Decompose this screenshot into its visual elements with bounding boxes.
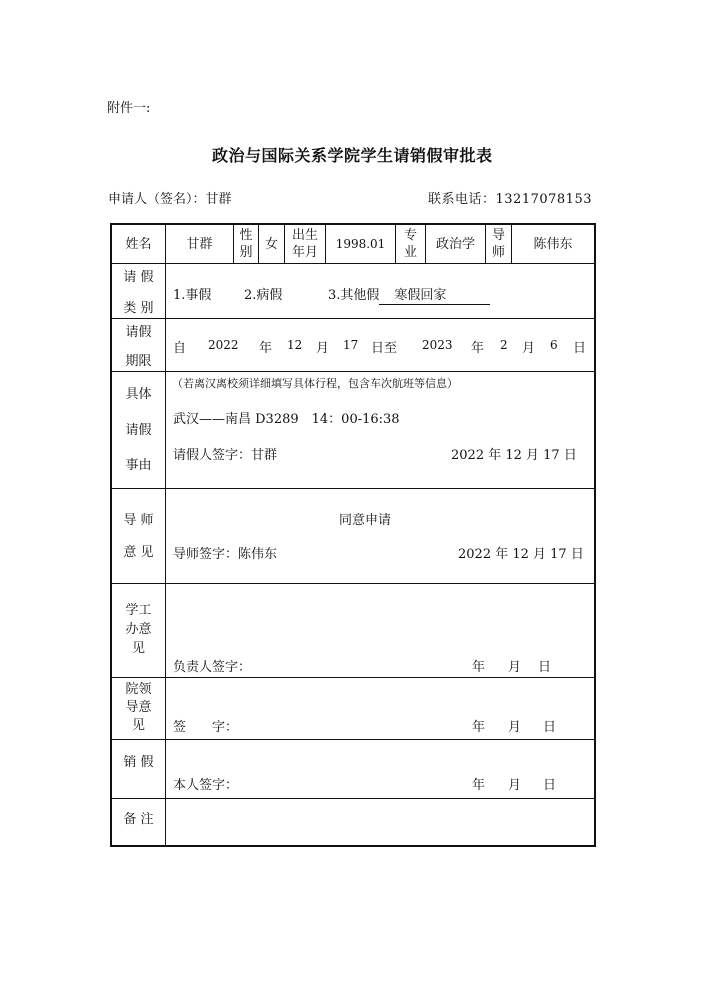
period-label-top: 请假	[125, 325, 152, 340]
period-nian-2: 年	[471, 341, 485, 356]
period-label	[112, 321, 165, 369]
tutor-label-bottom: 师	[491, 245, 505, 260]
office-opinion-label	[112, 601, 165, 658]
tutor-value: 陈伟东	[533, 236, 573, 252]
gender-label-top: 性	[239, 228, 253, 243]
period-yue-2: 月	[522, 341, 536, 356]
reason-route: 武汉——南昌 D3289 14：00-16:38	[173, 412, 400, 427]
period-end-day: 6	[550, 338, 558, 352]
gender-value: 女	[264, 236, 278, 252]
applicant-name: 甘群	[205, 192, 232, 207]
leader-signer: 签 字：	[173, 720, 239, 735]
office-yue: 月	[508, 660, 522, 675]
leader-ri: 日	[543, 720, 557, 735]
major-label-bottom: 业	[403, 245, 417, 260]
tutor-label	[486, 225, 511, 263]
remark-label: 备 注	[123, 811, 154, 827]
office-opinion-label-3: 见	[131, 641, 145, 656]
birth-label-top: 出生	[291, 228, 318, 243]
contact-phone: 13217078153	[495, 192, 592, 207]
cancel-label: 销 假	[123, 754, 154, 770]
leave-opt-personal: 1.事假	[173, 288, 212, 303]
leave-opt-other	[328, 284, 490, 303]
period-start-month: 12	[287, 338, 303, 352]
period-from: 自	[173, 341, 187, 356]
period-yue-1: 月	[316, 341, 330, 356]
gender-label-bottom: 别	[239, 245, 253, 260]
period-start-day: 17	[343, 338, 359, 352]
tutor-date: 2022 年 12 月 17 日	[458, 547, 584, 562]
reason-label-1: 具体	[125, 387, 152, 402]
page-title: 政治与国际关系学院学生请销假审批表	[212, 146, 493, 165]
leader-opinion-label-1: 院领	[125, 682, 152, 697]
period-ri-2: 日	[573, 341, 587, 356]
tutor-label-top: 导	[491, 228, 505, 243]
leader-yue: 月	[508, 720, 522, 735]
cancel-nian: 年	[472, 778, 486, 793]
birth-label	[285, 225, 325, 263]
contact-line	[428, 188, 592, 207]
leader-opinion-label	[112, 681, 165, 735]
gender-label	[234, 225, 258, 263]
reason-label-3: 事由	[125, 458, 152, 473]
period-nian-1: 年	[259, 341, 273, 356]
office-opinion-label-2: 办意	[125, 622, 152, 637]
attachment-label: 附件一:	[107, 101, 151, 116]
tutor-opinion-text: 同意申请	[339, 513, 392, 528]
name-label: 姓名	[125, 236, 152, 252]
office-signer: 负责人签字：	[173, 660, 252, 675]
cancel-yue: 月	[508, 778, 522, 793]
period-end-year: 2023	[422, 338, 453, 352]
cancel-signer: 本人签字：	[173, 778, 239, 793]
reason-date: 2022 年 12 月 17 日	[451, 448, 577, 463]
office-opinion-label-1: 学工	[125, 603, 152, 618]
name-value: 甘群	[186, 236, 213, 252]
reason-note: （若离汉离校须详细填写具体行程，包含车次航班等信息）	[172, 377, 458, 390]
period-end-month: 2	[500, 338, 508, 352]
office-nian: 年	[472, 660, 486, 675]
applicant-line	[108, 188, 232, 207]
leave-type-label-top: 请 假	[123, 270, 154, 285]
leader-opinion-label-2: 导意	[125, 700, 152, 715]
major-label-top: 专	[403, 228, 417, 243]
tutor-opinion-label	[112, 509, 165, 560]
leave-opt-other-label: 3.其他假	[328, 288, 380, 303]
contact-label: 联系电话：	[428, 192, 496, 207]
tutor-opinion-label-top: 导 师	[123, 513, 154, 528]
reason-label	[112, 383, 165, 473]
cancel-ri: 日	[543, 778, 557, 793]
office-ri: 日	[538, 660, 552, 675]
reason-signer: 请假人签字：甘群	[173, 448, 278, 463]
reason-label-2: 请假	[125, 422, 152, 438]
major-value: 政治学	[435, 236, 475, 252]
leave-type-label	[112, 266, 165, 316]
applicant-label: 申请人（签名）：	[108, 192, 206, 207]
birth-value: 1998.01	[335, 236, 386, 251]
period-label-bottom: 期限	[125, 354, 152, 369]
leader-nian: 年	[472, 720, 486, 735]
leave-type-label-bottom: 类 别	[123, 301, 154, 316]
birth-label-bottom: 年月	[291, 245, 318, 260]
leave-other-value: 寒假回家	[379, 288, 490, 305]
tutor-opinion-label-bottom: 意 见	[123, 545, 154, 560]
leader-opinion-label-3: 见	[131, 718, 145, 733]
period-start-year: 2022	[208, 338, 239, 352]
tutor-signer: 导师签字：陈伟东	[173, 547, 278, 562]
major-label	[396, 225, 425, 263]
period-ri-zhi: 日至	[371, 341, 398, 356]
leave-opt-sick: 2.病假	[244, 288, 283, 303]
